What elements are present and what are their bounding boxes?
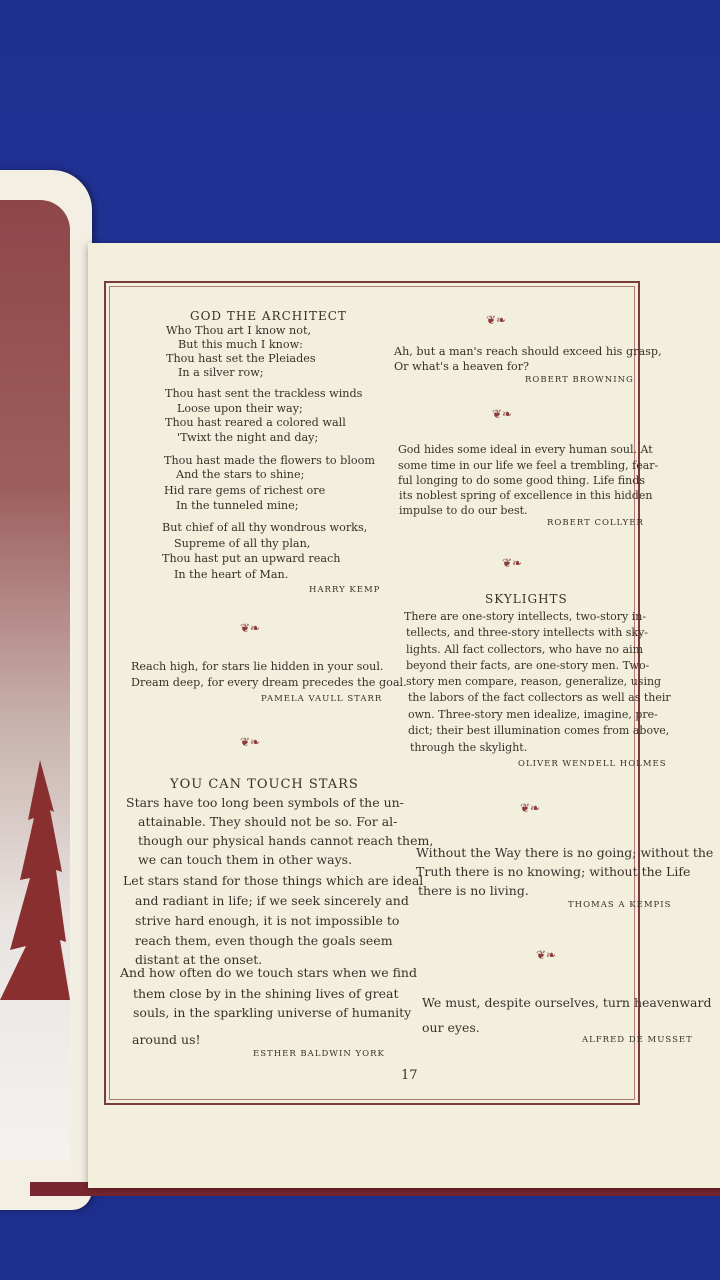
poem-line: But chief of all thy wondrous works, — [162, 521, 368, 534]
essay-line: attainable. They should not be so. For al- — [138, 814, 398, 829]
prose-line: story men compare, reason, generalize, using — [406, 675, 662, 688]
essay-line: souls, in the sparkling universe of humanity — [133, 1005, 412, 1020]
poem-line: But this much I know: — [178, 338, 303, 351]
prose-line: Truth there is no knowing; without the Life — [416, 864, 691, 879]
poem-line: Supreme of all thy plan, — [174, 537, 311, 550]
poem-line: Thou hast put an upward reach — [162, 552, 341, 565]
poem-line: In the tunneled mine; — [176, 499, 299, 512]
fleuron-ornament: ❦❧ — [492, 407, 513, 421]
prose-line: some time in our life we feel a trembling, fear- — [398, 459, 659, 472]
prose-line: God hides some ideal in every human soul. At — [398, 443, 653, 456]
poem-line: Thou hast sent the trackless winds — [165, 387, 363, 400]
essay-line: distant at the onset. — [135, 952, 263, 967]
poem-line: Thou hast set the Pleiades — [166, 352, 316, 365]
poem-line: In the heart of Man. — [174, 568, 289, 581]
prose-line: there is no living. — [418, 883, 529, 898]
author-name: ESTHER BALDWIN YORK — [253, 1049, 385, 1059]
fleuron-ornament: ❦❧ — [520, 801, 541, 815]
author-name: THOMAS A KEMPIS — [568, 900, 672, 910]
poem-line: Thou hast made the flowers to bloom — [164, 454, 375, 467]
essay-line: and radiant in life; if we seek sincerely and — [135, 893, 409, 908]
essay-line: them close by in the shining lives of great — [133, 986, 399, 1001]
prose-line: through the skylight. — [410, 741, 528, 754]
prose-line: beyond their facts, are one-story men. Two- — [406, 659, 650, 672]
poem-line: Loose upon their way; — [177, 402, 303, 415]
prose-line: dict; their best illumination comes from above, — [408, 724, 670, 737]
prose-line: lights. All fact collectors, who have no aim — [406, 643, 644, 656]
pine-tree-image — [0, 760, 70, 1000]
essay-line: though our physical hands cannot reach them, — [138, 833, 434, 848]
poem-line: Who Thou art I know not, — [166, 324, 312, 337]
prose-line: impulse to do our best. — [399, 504, 528, 517]
prose-line: There are one-story intellects, two-story in- — [404, 610, 647, 623]
author-name: PAMELA VAULL STARR — [261, 694, 383, 704]
facing-page-photo — [0, 200, 70, 1160]
essay-line: And how often do we touch stars when we find — [120, 965, 417, 980]
poem-title: GOD THE ARCHITECT — [190, 309, 347, 323]
facing-page — [0, 170, 92, 1210]
prose-line: our eyes. — [422, 1020, 480, 1035]
prose-line: the labors of the fact collectors as well as their — [408, 691, 671, 704]
prose-line: We must, despite ourselves, turn heavenward — [422, 995, 712, 1010]
essay-title: YOU CAN TOUCH STARS — [170, 777, 359, 792]
essay-line: Let stars stand for those things which are ideal — [123, 873, 424, 888]
quote-line: Or what's a heaven for? — [394, 360, 530, 373]
prose-line: Without the Way there is no going; without the — [416, 845, 714, 860]
author-name: ALFRED DE MUSSET — [582, 1035, 693, 1045]
fleuron-ornament: ❦❧ — [536, 948, 557, 962]
page-number: 17 — [401, 1068, 418, 1083]
poem-line: Hid rare gems of richest ore — [164, 484, 326, 497]
poem-line: And the stars to shine; — [176, 468, 305, 481]
poem-line: 'Twixt the night and day; — [177, 431, 319, 444]
essay-line: strive hard enough, it is not impossible to — [135, 913, 400, 928]
book-page — [88, 243, 720, 1188]
author-name: ROBERT COLLYER — [547, 518, 644, 528]
author-name: OLIVER WENDELL HOLMES — [518, 759, 667, 769]
author-name: ROBERT BROWNING — [525, 375, 634, 385]
fleuron-ornament: ❦❧ — [486, 313, 507, 327]
quote-line: Ah, but a man's reach should exceed his grasp, — [394, 345, 662, 358]
quote-line: Reach high, for stars lie hidden in your soul. — [131, 660, 384, 673]
quote-line: Dream deep, for every dream precedes the goal. — [131, 676, 407, 689]
poem-line: In a silver row; — [178, 366, 264, 379]
author-name: HARRY KEMP — [309, 585, 381, 595]
essay-line: reach them, even though the goals seem — [135, 933, 393, 948]
prose-line: ful longing to do some good thing. Life finds — [398, 474, 645, 487]
essay-line: Stars have too long been symbols of the un- — [126, 795, 404, 810]
fleuron-ornament: ❦❧ — [240, 621, 261, 635]
essay-line: around us! — [132, 1032, 201, 1047]
poem-line: Thou hast reared a colored wall — [165, 416, 346, 429]
essay-title: SKYLIGHTS — [485, 592, 568, 606]
fleuron-ornament: ❦❧ — [240, 735, 261, 749]
prose-line: tellects, and three-story intellects with sky- — [406, 626, 649, 639]
prose-line: own. Three-story men idealize, imagine, pre- — [408, 708, 658, 721]
prose-line: its noblest spring of excellence in this hidden — [399, 489, 653, 502]
fleuron-ornament: ❦❧ — [502, 556, 523, 570]
essay-line: we can touch them in other ways. — [138, 852, 353, 867]
